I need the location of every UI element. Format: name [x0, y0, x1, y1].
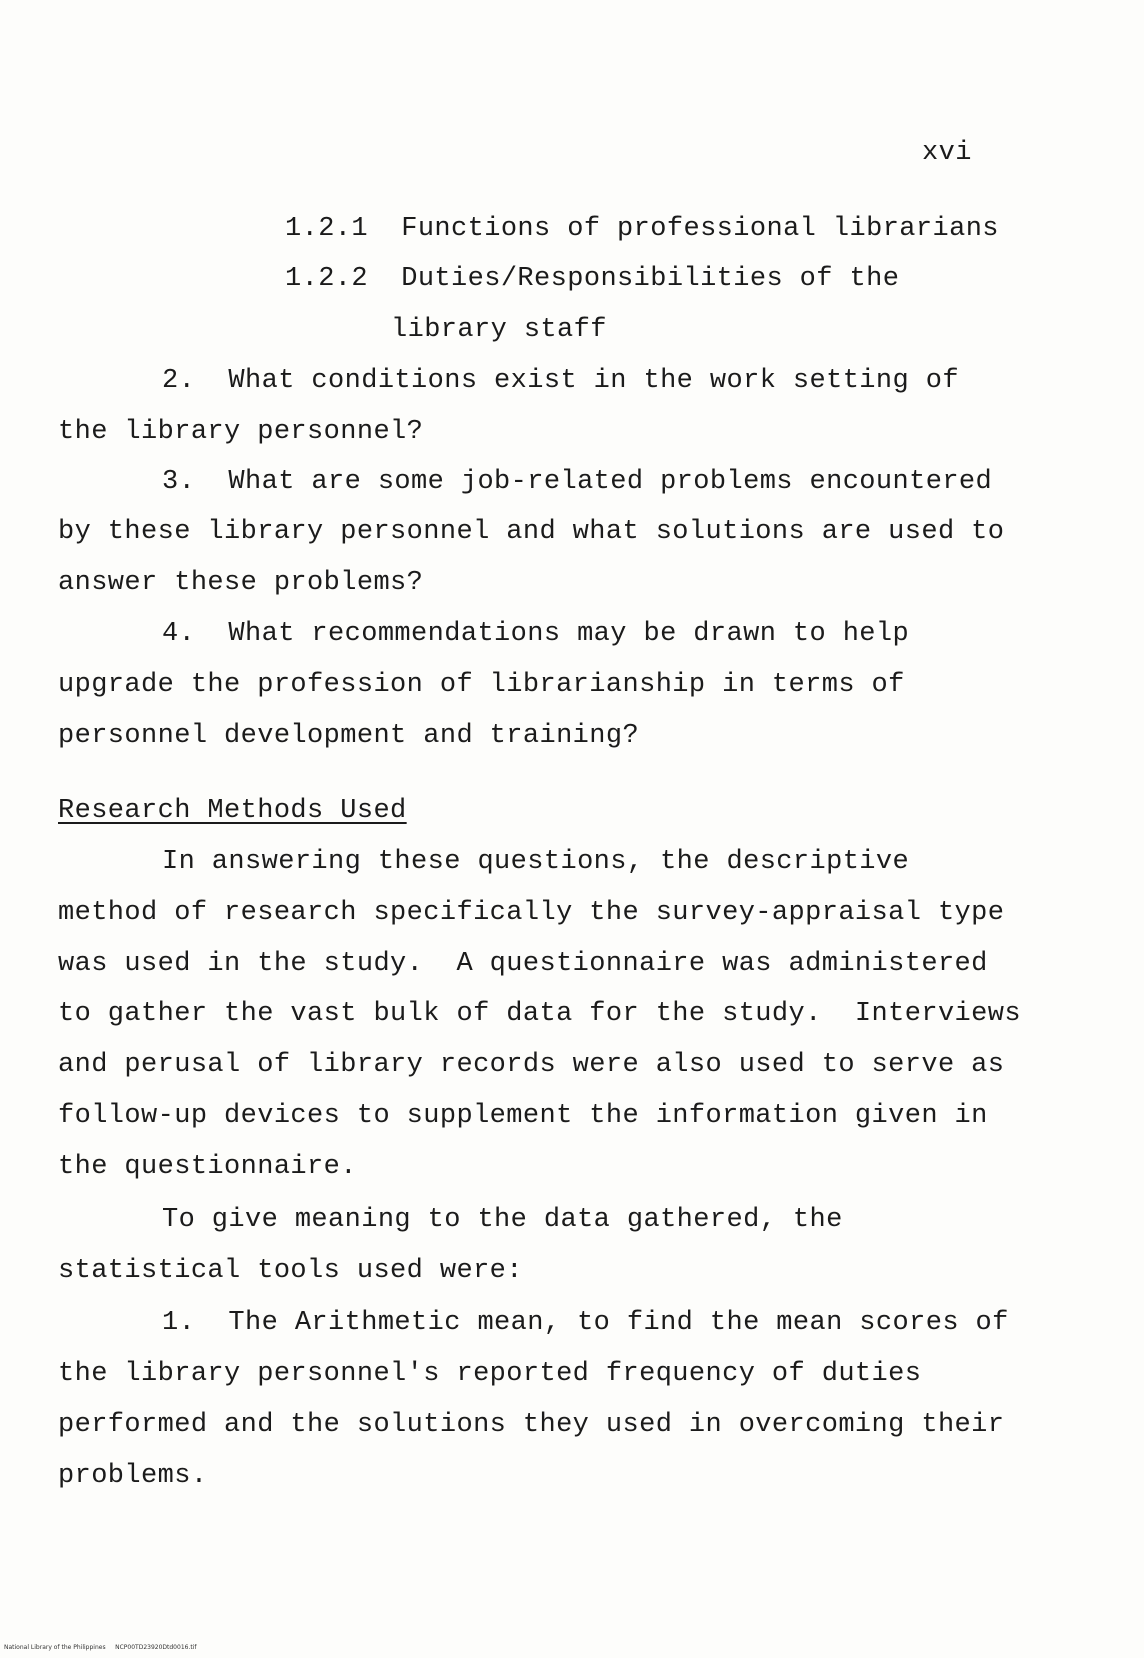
- section-heading: Research Methods Used: [58, 796, 407, 826]
- tools-item-1-line-1: 1. The Arithmetic mean, to find the mean scores of: [162, 1308, 1009, 1338]
- paragraph-1-line-1: In answering these questions, the descriptive: [162, 847, 910, 877]
- tools-item-1-line-4: problems.: [58, 1461, 208, 1491]
- outline-item-1-2-1: 1.2.1 Functions of professional librarians: [285, 214, 999, 244]
- outline-item-1-2-2-continued: library staff: [391, 315, 607, 345]
- question-3-line-1: 3. What are some job-related problems encountered: [162, 467, 993, 497]
- paragraph-1-line-3: was used in the study. A questionnaire was administered: [58, 949, 988, 979]
- paragraph-2-line-1: To give meaning to the data gathered, the: [162, 1205, 843, 1235]
- tools-item-1-line-2: the library personnel's reported frequency of duties: [58, 1359, 922, 1389]
- question-3-line-2: by these library personnel and what solutions are used to: [58, 517, 1005, 547]
- paragraph-1-line-5: and perusal of library records were also used to serve as: [58, 1050, 1005, 1080]
- question-3-line-3: answer these problems?: [58, 568, 424, 598]
- scan-footer: National Library of the Philippines NCP00TD23920Dtd0016.tif: [4, 1644, 197, 1651]
- paragraph-1-line-6: follow-up devices to supplement the information given in: [58, 1101, 988, 1131]
- paragraph-1-line-2: method of research specifically the survey-appraisal type: [58, 898, 1005, 928]
- question-4-line-3: personnel development and training?: [58, 721, 640, 751]
- question-2-line-1: 2. What conditions exist in the work setting of: [162, 366, 959, 396]
- paragraph-1-line-7: the questionnaire.: [58, 1152, 357, 1182]
- page-number: xvi: [922, 138, 972, 168]
- question-2-line-2: the library personnel?: [58, 417, 424, 447]
- outline-item-1-2-2: 1.2.2 Duties/Responsibilities of the: [285, 264, 900, 294]
- question-4-line-2: upgrade the profession of librarianship in terms of: [58, 670, 905, 700]
- question-4-line-1: 4. What recommendations may be drawn to help: [162, 619, 910, 649]
- paragraph-1-line-4: to gather the vast bulk of data for the study. Interviews: [58, 999, 1021, 1029]
- paragraph-2-line-2: statistical tools used were:: [58, 1256, 523, 1286]
- tools-item-1-line-3: performed and the solutions they used in overcoming their: [58, 1410, 1005, 1440]
